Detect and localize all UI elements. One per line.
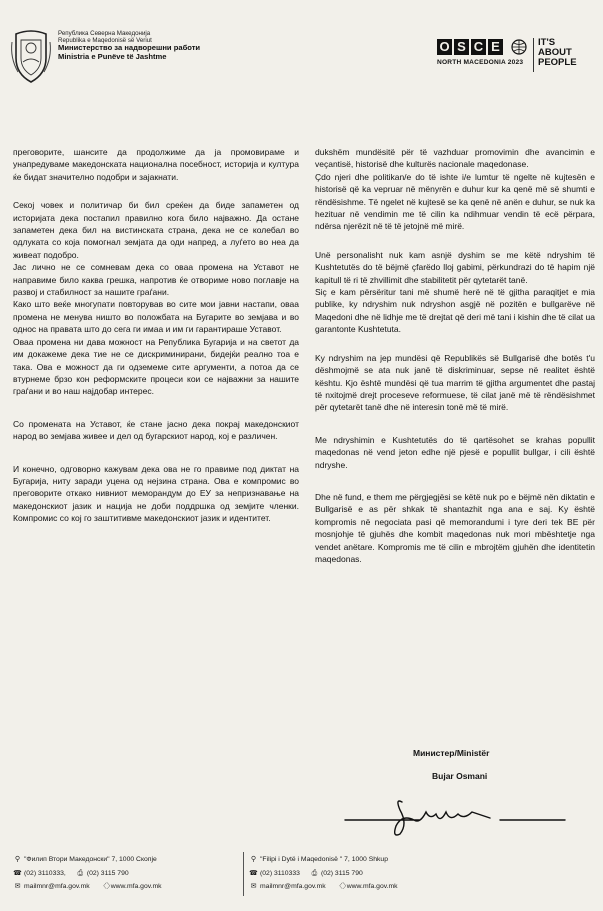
website: www.mfa.gov.mk (346, 883, 398, 891)
osce-wordmark (437, 38, 509, 56)
paragraph: Како што веќе многупати повторував во сите мои јавни настапи, оваа промена не менува ништо во положбата на Бугарите во земјава и во однос на правата што до сега ги имаа и им ги гарантираше Уставот. (13, 299, 299, 335)
osce-divider (533, 38, 534, 72)
paragraph: Unë personalisht nuk kam asnjë dyshim se me këtë ndryshim të Kushtetutës do të bëjmë çfarëdo lloj gabimi, përkundrazi do të hapim një kapitull të ri të zhvillimit dhe stabilitetit për qytetarët tanë. (315, 249, 595, 285)
location-pin-icon: ⚲ (250, 856, 257, 863)
ministry-header (58, 30, 288, 62)
fax: (02) 3115 790 (320, 869, 363, 877)
phone-icon: ☎ (13, 869, 22, 877)
handwritten-signature (340, 790, 570, 840)
ministry-name-sq: Ministria e Punëve të Jashtme (58, 51, 167, 61)
website: www.mfa.gov.mk (110, 883, 162, 891)
address: "Filipi i Dytë i Maqedonisë " 7, 1000 Shkup (260, 856, 388, 863)
osce-letter: S (454, 39, 469, 55)
footer-contact-mk (13, 853, 243, 894)
osce-logo (437, 38, 597, 78)
coat-of-arms-icon (8, 28, 54, 84)
phone: (02) 3110333, (24, 869, 66, 877)
paragraph: Оваа промена ни дава можност на Република Бугарија и на светот да им докажеме дека тие не се дискриминирани, бидејќи реално тоа е така. Ова е можност да ги одземеме сите аргументи, а потоа да се втурнеме брзо кон реформските процеси кои се најважни за нашите граѓани и во наш најдобар интерес. (13, 336, 299, 397)
paragraph: Со промената на Уставот, ќе стане јасно дека покрај македонскиот народ во земјава живее и дел од бугарскиот народ, кој е различен. (13, 418, 299, 442)
web-icon: 〈〉 (99, 883, 114, 891)
osce-chairmanship-label: NORTH MACEDONIA 2023 (437, 59, 524, 66)
slogan-line: PEOPLE (538, 57, 577, 68)
fax: (02) 3115 790 (86, 869, 129, 877)
phone-icon: ☎ (249, 869, 258, 877)
letter-column-sq (315, 146, 595, 565)
slogan-line: IT'S (538, 37, 556, 48)
location-pin-icon: ⚲ (14, 856, 21, 863)
footer-divider (243, 852, 244, 896)
email-icon: ✉ (250, 883, 257, 891)
osce-globe-icon (511, 39, 527, 55)
paragraph: Dhe në fund, e them me përgjegjësi se këtë nuk po e bëjmë nën diktatin e Bullgarisë e as për shkak të shantazhit nga ana e saj. Ky është kompromis në negociata pasi që memorandumi i tyre deri tek BE për mosnjohje të gjuhës dhe kombit maqedonas nuk mori mbështetje nga vendet anëtare. Kompromis me të cilin e mbrojtëm gjuhën dhe identitetin maqedonas. (315, 491, 595, 564)
paragraph: Siç e kam përsëritur tani më shumë herë në të gjitha paraqitjet e mia publike, ky ndryshim nuk ndryshon asgjë në pozitën e bullgarëve në Maqedoni dhe në lidhje me të drejtat që deri më tani i kishin dhe të cilat ua garantonte Kushtetuta. (315, 287, 595, 335)
paragraph: Çdo njeri dhe politikan/e do të ishte i/e lumtur të ngelte në kujtesën e historisë që ka vepruar në mënyrën e duhur kur ka qenë më së shumti e rëndësishme. Të ngelet në kujtesë se ka qenë në anën e duhur, se nuk ka hezituar në vendimin me të cilin ka ndihmuar vendin të ecë përpara, ndërsa njerëzit në të të jetojnë më mirë. (315, 171, 595, 232)
osce-letter: C (471, 39, 486, 55)
ministry-name-mk: Министерство за надворешни работи (58, 43, 201, 53)
signatory-title: Министер/Ministër (413, 748, 490, 758)
paragraph: Ky ndryshim na jep mundësi që Republikës së Bullgarisë dhe botës t'u dëshmojmë se ata nuk janë të diskriminuar, sepse në realitet është kështu. Kjo është mundësi që tua marrim të gjitha argumentet dhe pastaj të nxitojmë drejt proceseve reformuese, të cilat janë më të rëndësishmet për qytetarët tanë dhe në interesin tonë më të mirë. (315, 352, 595, 413)
email: mailmnr@mfa.gov.mk (24, 883, 90, 891)
web-icon: 〈〉 (335, 883, 350, 891)
osce-letter: E (488, 39, 503, 55)
email-icon: ✉ (14, 883, 21, 891)
email: mailmnr@mfa.gov.mk (260, 883, 326, 891)
footer-contact-sq (249, 853, 529, 894)
osce-letter: O (437, 39, 452, 55)
fax-icon: ⎙ (311, 869, 318, 877)
phone: (02) 3110333 (260, 869, 300, 877)
ministry-name-mk-country: Република Северна Македонија (58, 30, 151, 37)
signatory-name: Bujar Osmani (432, 771, 488, 781)
paragraph: Јас лично не се сомневам дека со оваа промена на Уставот не направиме било каква грешка, напротив ќе отвориме ново поглавје на развој и стабилност за нашите граѓани. (13, 262, 299, 298)
paragraph: dukshëm mundësitë për të vazhduar promovimin dhe avancimin e veçantisë, historisë dhe kulturës nacionale maqedonase. (315, 147, 595, 170)
paragraph: Секој човек и политичар би бил среќен да биде запаметен од историјата дека постапил правилно кога било најважно. Да остане запаметен дека бил на вистинската страна, дека не се колебал во одлуката со која помогнал земјата да оди напред, а луѓето во неа да живеат подобро. (13, 200, 299, 260)
slogan-line: ABOUT (538, 47, 572, 58)
ministry-name-sq-country: Republika e Maqedonisë së Veriut (58, 37, 152, 45)
paragraph: Me ndryshimin e Kushtetutës do të qartësohet se krahas popullit maqedonas në vend jeton edhe një pjesë e popullit bullgar, i cili është ndryshe. (315, 434, 595, 470)
letter-column-mk (13, 146, 299, 525)
address: "Филип Втори Македонски" 7, 1000 Скопје (24, 856, 157, 863)
fax-icon: ⎙ (77, 869, 84, 877)
paragraph: преговорите, шансите да продолжиме да ја промовираме и унапредуваме македонската национална посебност, историја и култура ќе бидат значително подобри и зајакнати. (13, 147, 299, 182)
paragraph: И конечно, одговорно кажувам дека ова не го правиме под диктат на Бугарија, ниту заради уцена од нејзина страна. Ова е компромис во преговорите откако нивниот меморандум до ЕУ за непризнавање на македонскиот јазик и нација не доби поддршка од земјите членки. Компромис со кој го заштитивме македонскиот јазик и идентитет. (13, 463, 299, 524)
slogan (538, 38, 577, 68)
